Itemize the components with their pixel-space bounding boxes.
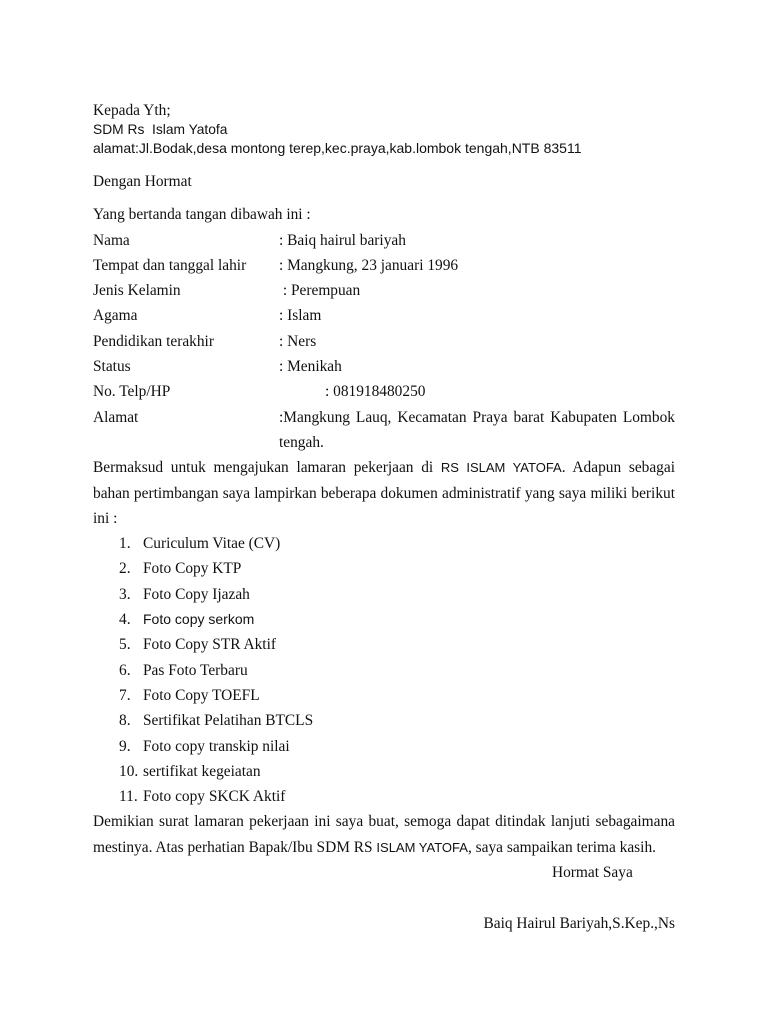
paragraph-text: Bermaksud untuk mengajukan lamaran pekerjaan di xyxy=(93,459,441,477)
document-list-item xyxy=(93,607,675,632)
sign-off: Hormat Saya xyxy=(552,864,633,882)
signatory-name: Baiq Hairul Bariyah,S.Kep.,Ns xyxy=(483,914,675,932)
detail-row-name xyxy=(93,228,675,253)
detail-label: Pendidikan terakhir xyxy=(93,332,214,350)
letter-body xyxy=(93,102,675,936)
detail-value: : 081918480250 xyxy=(325,383,426,401)
detail-value: : Menikah xyxy=(279,358,342,376)
document-list xyxy=(93,531,675,809)
document-list-item xyxy=(93,683,675,708)
detail-label: Alamat xyxy=(93,408,139,426)
document-list-item xyxy=(93,556,675,581)
detail-row-education xyxy=(93,329,675,354)
paragraph-line xyxy=(93,455,675,480)
recipient-name: SDM Rs Islam Yatofa xyxy=(93,121,228,137)
list-text: Foto copy serkom xyxy=(143,611,255,628)
detail-label: Jenis Kelamin xyxy=(93,282,181,300)
paragraph-line xyxy=(93,835,675,860)
list-text: Foto Copy Ijazah xyxy=(143,585,250,603)
detail-value: : Ners xyxy=(279,332,317,350)
closing-paragraph xyxy=(93,809,675,860)
list-text: Foto Copy TOEFL xyxy=(143,686,260,704)
detail-label: Nama xyxy=(93,231,130,249)
paragraph-line: Demikian surat lamaran pekerjaan ini saya buat, semoga dapat ditindak lanjuti sebagaimana xyxy=(93,813,675,831)
document-list-item xyxy=(93,531,675,556)
list-text: sertifikat kegeiatan xyxy=(143,762,261,780)
detail-value: :Mangkung Lauq, Kecamatan Praya barat Kabupaten Lombok tengah. xyxy=(279,408,675,451)
detail-label: No. Telp/HP xyxy=(93,383,171,401)
document-list-item xyxy=(93,759,675,784)
paragraph-text: mestinya. Atas perhatian Bapak/Ibu SDM RS xyxy=(93,838,377,856)
document-list-item xyxy=(93,658,675,683)
list-text: Foto Copy STR Aktif xyxy=(143,636,276,654)
list-text: Pas Foto Terbaru xyxy=(143,661,248,679)
list-text: Sertifikat Pelatihan BTCLS xyxy=(143,712,314,730)
detail-row-status xyxy=(93,354,675,379)
detail-label: Agama xyxy=(93,307,138,325)
greeting: Dengan Hormat xyxy=(93,173,192,190)
paragraph-line: ini : xyxy=(93,509,118,527)
list-number: 7. xyxy=(119,686,131,704)
list-number: 3. xyxy=(119,585,131,603)
detail-row-birth xyxy=(93,253,675,278)
detail-row-religion xyxy=(93,303,675,328)
document-list-item xyxy=(93,734,675,759)
recipient-address: alamat:Jl.Bodak,desa montong terep,kec.praya,kab.lombok tengah,NTB 83511 xyxy=(93,140,582,156)
signature-space xyxy=(93,885,675,910)
list-number: 2. xyxy=(119,560,131,578)
list-number: 10. xyxy=(119,762,139,780)
detail-row-gender xyxy=(93,278,675,303)
list-text: Foto Copy KTP xyxy=(143,560,242,578)
document-list-item xyxy=(93,632,675,657)
detail-value: : Perempuan xyxy=(279,282,361,300)
recipient-block xyxy=(93,102,675,158)
detail-label: Tempat dan tanggal lahir xyxy=(93,256,247,274)
document-list-item xyxy=(93,784,675,809)
recipient-salutation: Kepada Yth; xyxy=(93,102,171,119)
list-number: 9. xyxy=(119,737,131,755)
document-list-item xyxy=(93,708,675,733)
intro-line: Yang bertanda tangan dibawah ini : xyxy=(93,206,311,224)
list-text: Foto copy SKCK Aktif xyxy=(143,788,286,806)
list-number: 1. xyxy=(119,535,131,553)
list-number: 5. xyxy=(119,636,131,654)
list-number: 8. xyxy=(119,712,131,730)
hospital-name: ISLAM YATOFA xyxy=(376,839,468,855)
detail-value: : Baiq hairul bariyah xyxy=(279,231,406,249)
paragraph-text: . Adapun sebagai xyxy=(561,459,675,477)
list-number: 6. xyxy=(119,661,131,679)
list-text: Curiculum Vitae (CV) xyxy=(143,535,281,553)
paragraph-text: , saya sampaikan terima kasih. xyxy=(467,838,656,856)
detail-value: : Islam xyxy=(279,307,322,325)
request-paragraph xyxy=(93,455,675,531)
paragraph-line: bahan pertimbangan saya lampirkan beberapa dokumen administratif yang saya miliki berikut xyxy=(93,484,675,502)
applicant-details xyxy=(93,228,675,456)
hospital-name: RS ISLAM YATOFA xyxy=(440,460,562,476)
list-number: 4. xyxy=(119,611,131,629)
document-list-item xyxy=(93,582,675,607)
detail-row-phone xyxy=(93,379,675,404)
detail-value: : Mangkung, 23 januari 1996 xyxy=(279,256,459,274)
detail-label: Status xyxy=(93,358,131,376)
list-number: 11. xyxy=(119,788,138,806)
list-text: Foto copy transkip nilai xyxy=(143,737,290,755)
detail-row-address xyxy=(93,405,675,456)
